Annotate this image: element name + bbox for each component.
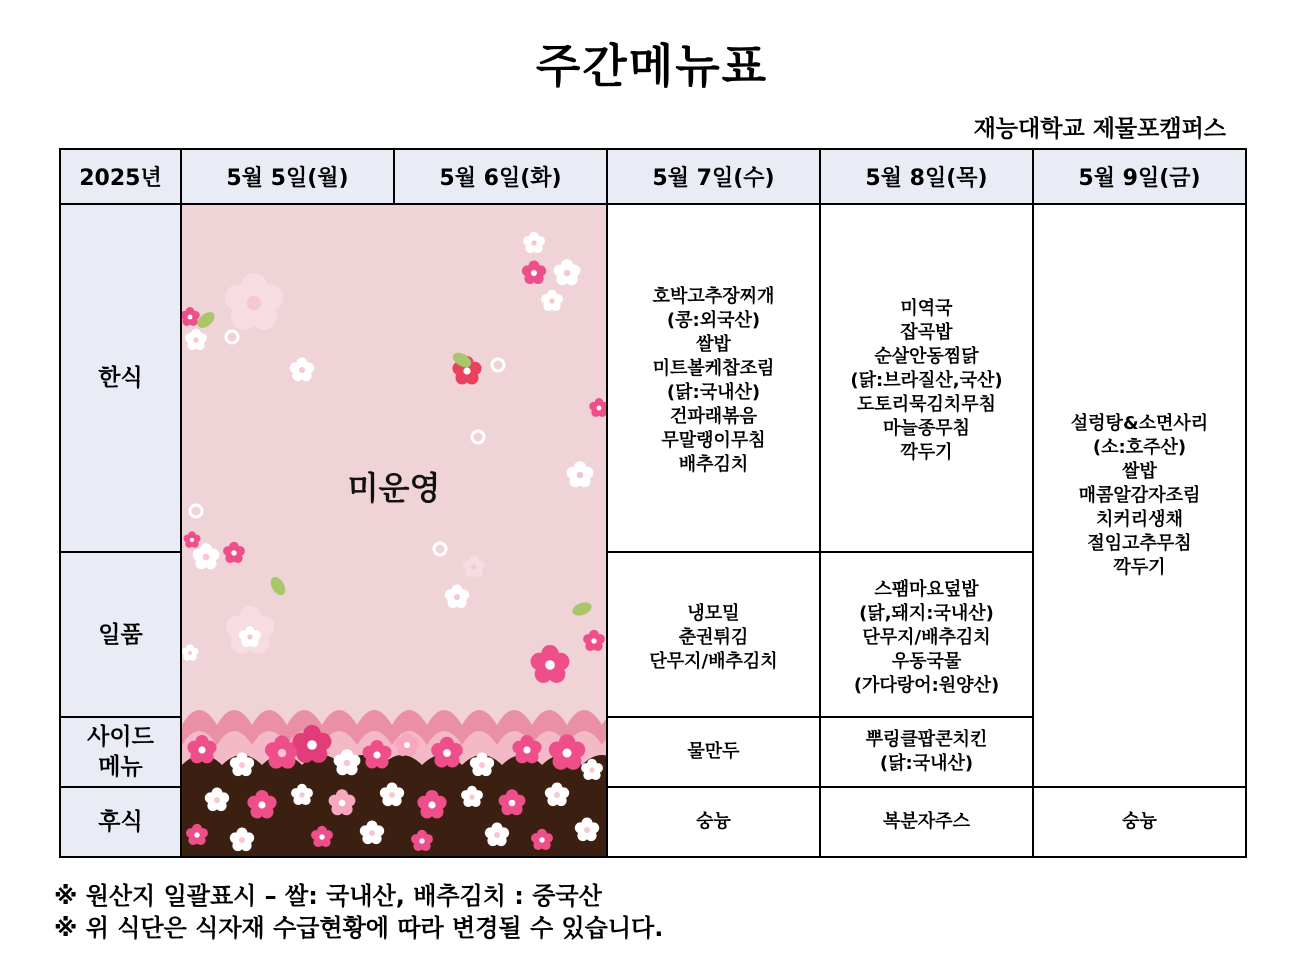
- fri-dessert-list: [1034, 810, 1245, 834]
- menu-item: 쌀밥: [696, 334, 731, 355]
- day-header-tue: 5월 6일(화): [394, 149, 607, 204]
- flower-icon: [541, 290, 563, 311]
- flower-icon: [182, 644, 199, 661]
- menu-item-group: [866, 728, 988, 776]
- menu-item: 건파래볶음: [670, 406, 757, 427]
- menu-item-group: [850, 345, 1002, 393]
- row-label-side-line2: 메뉴: [98, 754, 143, 780]
- menu-item: (닭,돼지:국내산): [859, 602, 994, 624]
- wed-korean-cell: [607, 204, 820, 552]
- thu-single-cell: [820, 552, 1033, 717]
- ring-icon: [434, 543, 446, 555]
- wed-side-cell: [607, 717, 820, 787]
- menu-item: 치커리생채: [1096, 508, 1183, 530]
- flower-icon: [183, 531, 200, 548]
- menu-item: 미트볼케찹조림: [652, 358, 775, 379]
- row-label-side-line1: 사이드: [87, 724, 154, 750]
- menu-item: 배추김치: [678, 454, 749, 475]
- footnote-origin: ※ 원산지 일괄표시 – 쌀: 국내산, 배추김치 : 중국산: [54, 882, 602, 910]
- wed-korean-list: [608, 273, 819, 483]
- menu-item: 숭늉: [696, 811, 731, 832]
- flower-icon: [554, 259, 581, 285]
- ring-icon: [472, 431, 484, 443]
- menu-item: 무말랭이무침: [661, 430, 766, 451]
- menu-item: (닭:국내산): [666, 382, 761, 403]
- flower-icon: [531, 645, 570, 683]
- leaf-icon: [571, 600, 594, 618]
- menu-item: 잡곡밥: [900, 322, 953, 343]
- menu-item: 마늘종무침: [883, 418, 970, 439]
- wed-single-list: [608, 590, 819, 680]
- day-header-mon: 5월 5일(월): [181, 149, 394, 204]
- menu-item: (닭:국내산): [879, 753, 974, 774]
- row-korean: [60, 204, 1246, 552]
- closed-label: 미운영: [347, 469, 441, 507]
- leaf-icon: [268, 574, 288, 597]
- wed-dessert-list: [608, 810, 819, 834]
- menu-item: 순살안동찜닭: [874, 346, 979, 367]
- menu-item: 물만두: [687, 741, 740, 762]
- flower-icon: [463, 556, 485, 577]
- flower-icon: [290, 358, 314, 382]
- menu-item: 복분자주스: [883, 811, 970, 832]
- ring-icon: [226, 331, 238, 343]
- wed-dessert-cell: [607, 787, 820, 857]
- page-title: 주간메뉴표: [535, 39, 769, 93]
- menu-item: 춘권튀김: [678, 626, 749, 648]
- thu-single-list: [821, 566, 1032, 704]
- menu-item: (가다랑어:원양산): [853, 674, 1000, 696]
- flower-illustration: [182, 205, 607, 857]
- footnote-notice: ※ 위 식단은 식자재 수급현황에 따라 변경될 수 있습니다.: [54, 914, 664, 942]
- menu-item: (닭:브라질산,국산): [850, 370, 1003, 391]
- thu-korean-list: [821, 285, 1032, 471]
- campus-name: 재능대학교 제물포캠퍼스: [973, 116, 1226, 142]
- menu-item: 단무지/배추김치: [649, 650, 778, 672]
- menu-item: (콩:외국산): [666, 310, 761, 331]
- flower-icon: [522, 261, 546, 285]
- thu-side-cell: [820, 717, 1033, 787]
- menu-item: 설렁탕&소면사리: [1070, 412, 1209, 434]
- menu-item: 깍두기: [900, 442, 953, 463]
- flower-icon: [182, 307, 200, 326]
- menu-item-group: [653, 285, 775, 333]
- menu-item-group: [854, 650, 999, 698]
- menu-item: 도토리묵김치무침: [856, 394, 997, 415]
- flower-icon: [225, 273, 283, 330]
- wed-side-list: [608, 740, 819, 764]
- wed-single-cell: [607, 552, 820, 717]
- fri-main-list: [1034, 402, 1245, 590]
- menu-item: 단무지/배추김치: [862, 626, 991, 648]
- flower-icon: [583, 630, 605, 651]
- weekly-menu-table: [59, 148, 1247, 858]
- fri-main-cell: [1033, 204, 1246, 787]
- flower-icon: [185, 329, 207, 350]
- row-label-side: [60, 717, 181, 787]
- thu-side-list: [821, 728, 1032, 776]
- menu-item: 숭늉: [1122, 811, 1157, 832]
- flower-icon: [223, 542, 245, 563]
- day-header-thu: 5월 8일(목): [820, 149, 1033, 204]
- row-label-dessert: 후식: [60, 787, 181, 857]
- menu-item: (소:호주산): [1092, 436, 1187, 458]
- flower-icon: [445, 585, 469, 609]
- closed-days-banner: [181, 204, 607, 857]
- year-header: 2025년: [60, 149, 181, 204]
- ring-icon: [492, 359, 504, 371]
- row-label-single: 일품: [60, 552, 181, 717]
- menu-item: 스팸마요덮밥: [874, 578, 979, 600]
- day-header-wed: 5월 7일(수): [607, 149, 820, 204]
- header-row: [60, 149, 1246, 204]
- menu-item-group: [859, 578, 994, 626]
- menu-item: 미역국: [900, 298, 953, 319]
- menu-item-group: [653, 357, 775, 405]
- menu-item: 뿌링클팝콘치킨: [865, 729, 988, 750]
- flower-icon: [589, 398, 607, 417]
- menu-item: 호박고추장찌개: [652, 286, 775, 307]
- thu-dessert-cell: [820, 787, 1033, 857]
- fri-dessert-cell: [1033, 787, 1246, 857]
- day-header-fri: 5월 9일(금): [1033, 149, 1246, 204]
- menu-item: 깍두기: [1113, 556, 1166, 578]
- thu-dessert-list: [821, 810, 1032, 834]
- menu-item: 매콤알감자조림: [1078, 484, 1201, 506]
- row-label-korean: 한식: [60, 204, 181, 552]
- menu-item: 우동국물: [891, 650, 962, 672]
- menu-item: 쌀밥: [1122, 460, 1157, 482]
- menu-item: 냉모밀: [687, 602, 740, 624]
- thu-korean-cell: [820, 204, 1033, 552]
- menu-item: 절임고추무침: [1087, 532, 1192, 554]
